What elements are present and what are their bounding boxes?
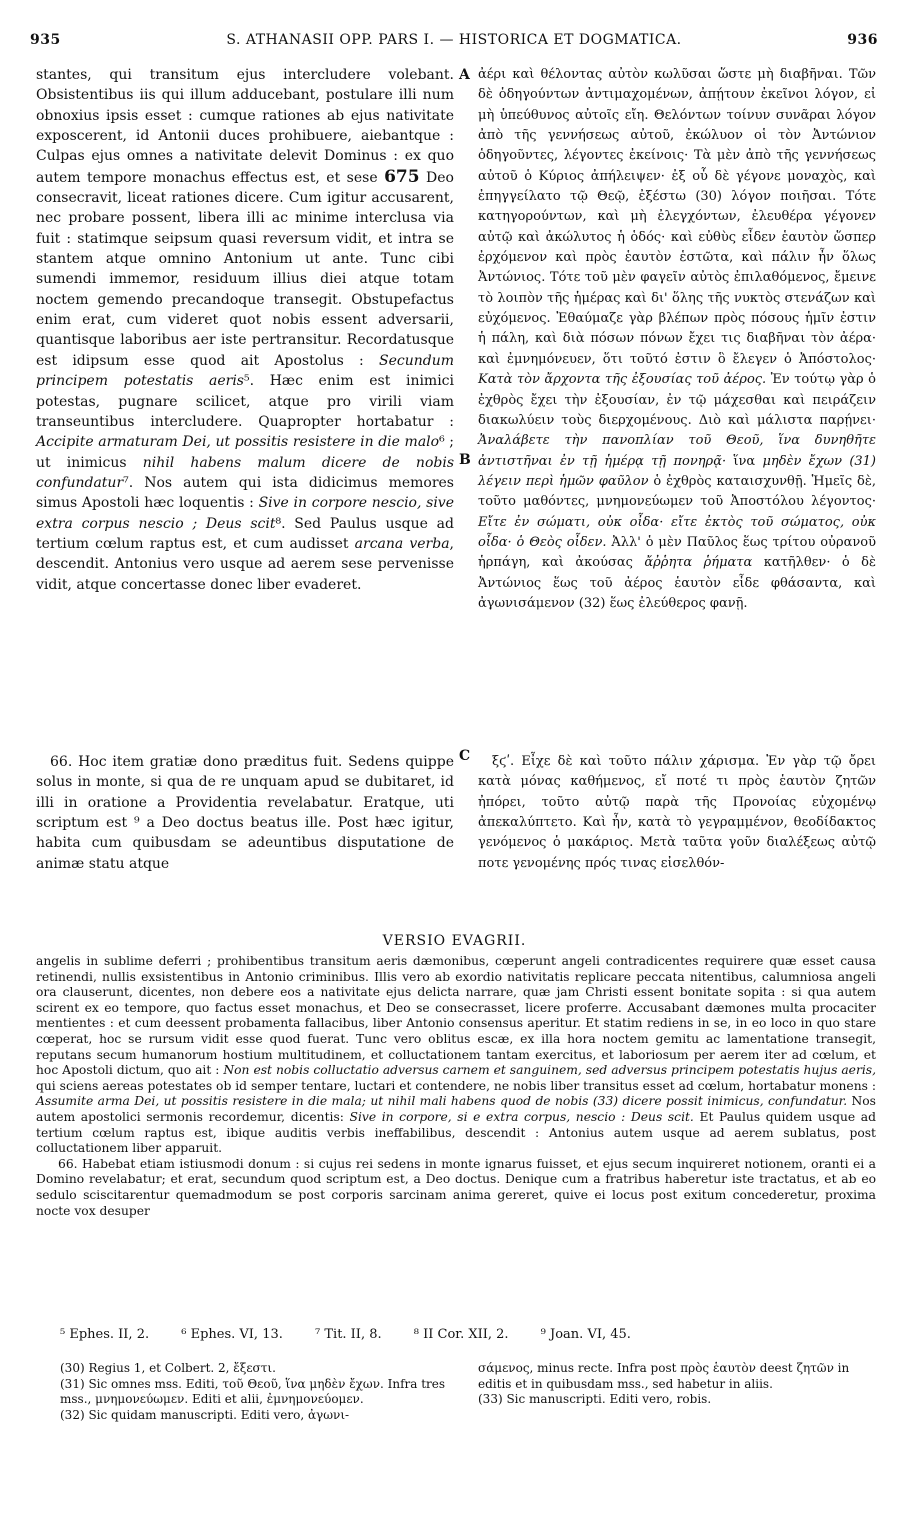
greek-column [478, 65, 876, 614]
footnotes-right [478, 1361, 876, 1408]
reference: ⁵ Ephes. II, 2. [60, 1327, 150, 1342]
page-number-right: 936 [847, 32, 878, 48]
footnotes-left [60, 1361, 448, 1423]
footnote: (31) Sic omnes mss. Editi, τοῦ Θεοῦ, ἵνα μηδὲν ἔχων. Infra tres mss., μνημονεύωμεν. Editi et alii, ἐμνημονεύομεν. [60, 1376, 446, 1407]
margin-letter-c: C [459, 748, 471, 764]
greek-section-66: ξϛʹ. Εἶχε δὲ καὶ τοῦτο πάλιν χάρισμα. Ἐν γὰρ τῷ ὄρει κατὰ μόνας καθήμενος, εἴ ποτέ τι πρὸς ἑαυτὸν ζητῶν ἠπόρει, τοῦτο αὐτῷ παρὰ τῆς Προνοίας εὐχομένῳ ἀπεκαλύπτετο. Καὶ ἦν, κατὰ τὸ γεγραμμένον, θεοδίδακτος γενόμενος ὁ μακάριος. Μετὰ ταῦτα γοῦν διαλέξεως αὐτῷ ποτε γενομένης πρός τινας εἰσελθόν- [478, 754, 876, 871]
margin-letter-b: B [459, 452, 471, 468]
version-title: VERSIO EVAGRII. [382, 933, 527, 949]
reference: ⁷ Tit. II, 8. [315, 1327, 382, 1342]
evagrius-paragraph-66: 66. Habebat etiam istiusmodi donum : si cujus rei sedens in monte ignarus fuisset, et ejus secum inquireret notionem, oranti ei a Domino revelabatur; et erat, secundum quod scriptum est, a Deo doctus. Denique cum a fratribus haberetur iste tractatus, et ab eo sedulo sciscitarentur quemadmodum se post corporis sarcinam anima gereret, quive ei locus post exitum concederetur, proxima nocte vox desuper [36, 1156, 876, 1218]
greek-paragraph: ἀέρι καὶ θέλοντας αὐτὸν κωλῦσαι ὥστε μὴ διαβῆναι. Τῶν δὲ ὁδηγούντων ἀντιμαχομένων, ἀπῄτουν ἐκεῖνοι λόγον, εἰ μὴ ὑπεύθυνος αὐτοῖς εἴη. Θελόντων τοίνυν συνᾶραι λόγον ἀπὸ τῆς γεννήσεως αὐτοῦ, ἐκώλυον οἱ τὸν Ἀντώνιον ὁδηγοῦντες, λέγοντες ἐκείνοις· Τὰ μὲν ἀπὸ τῆς γεννήσεως αὐτοῦ ὁ Κύριος ἀπήλειψεν· ἐξ οὗ δὲ γέγονε μοναχὸς, καὶ ἐπηγγείλατο τῷ Θεῷ, ἐξέστω (30) λόγον ποιῆσαι. Τότε κατηγορούντων, καὶ μὴ ἐλεγχόντων, ἐλευθέρα γέγονεν αὐτῷ καὶ ἀκώλυτος ἡ ὁδός· καὶ εὐθὺς εἶδεν ἑαυτὸν ὥσπερ ἐρχόμενον καὶ πρὸς ἑαυτὸν ἑστῶτα, καὶ πάλιν ἦν ὅλως Ἀντώνιος. Τότε τοῦ μὲν φαγεῖν αὐτὸς ἐπιλαθόμενος, ἔμεινε τὸ λοιπὸν τῆς ἡμέρας καὶ δι' ὅλης τῆς νυκτὸς στενάζων καὶ εὐχόμενος. Ἐθαύμαζε γὰρ βλέπων πρὸς πόσους ἡμῖν ἐστιν ἡ πάλη, καὶ διὰ πόσων πόνων ἔχει τις διαβῆναι τὸν ἀέρα· καὶ ἐμνημόνευεν, ὅτι τοῦτό ἐστιν ὃ ἔλεγεν ὁ Ἀπόστολος· Κατὰ τὸν ἄρχοντα τῆς ἐξουσίας τοῦ ἀέρος. Ἐν τούτῳ γὰρ ὁ ἐχθρὸς ἔχει τὴν ἐξουσίαν, ἐν τῷ μάχεσθαι καὶ πειράζειν διακωλύειν τοὺς διερχομένους. Διὸ καὶ μάλιστα παρῄνει· Ἀναλάβετε τὴν πανοπλίαν τοῦ Θεοῦ, ἵνα δυνηθῆτε ἀντιστῆναι ἐν τῇ ἡμέρᾳ τῇ πονηρᾷ· ἵνα μηδὲν ἔχων (31) λέγειν περὶ ἡμῶν φαῦλον ὁ ἐχθρὸς καταισχυνθῇ. Ἡμεῖς δὲ, τοῦτο μαθόντες, μνημονεύωμεν τοῦ Ἀποστόλου λέγοντος· Εἴτε ἐν σώματι, οὐκ οἶδα· εἴτε ἐκτὸς τοῦ σώματος, οὐκ οἶδα· ὁ Θεὸς οἶδεν. Ἀλλ' ὁ μὲν Παῦλος ἕως τρίτου οὐρανοῦ ἡρπάγη, καὶ ἀκούσας ἄῤῥητα ῥήματα κατῆλθεν· ὁ δὲ Ἀντώνιος ἕως τοῦ ἀέρος ἑαυτὸν εἶδε φθάσαντα, καὶ ἀγωνισάμενον (32) ἕως ἐλεύθερος φανῇ. [478, 67, 877, 611]
footnote: (32) Sic quidam manuscripti. Editi vero, ἀγωνι- [60, 1407, 350, 1422]
column-number: 675 [384, 166, 420, 187]
margin-letter-a: A [459, 67, 470, 83]
reference: ⁹ Joan. VI, 45. [540, 1327, 631, 1342]
footnote: (33) Sic manuscripti. Editi vero, robis. [478, 1392, 712, 1407]
running-header [30, 32, 878, 56]
running-title: S. ATHANASII OPP. PARS I. — HISTORICA ET DOGMATICA. [226, 32, 682, 48]
page-number-left: 935 [30, 32, 61, 48]
latin-column [36, 65, 454, 595]
evagrius-version [36, 954, 876, 1219]
footnote: (30) Regius 1, et Colbert. 2, ἔξεστι. [60, 1361, 276, 1375]
reference: ⁸ II Cor. XII, 2. [413, 1327, 509, 1342]
reference: ⁶ Ephes. VI, 13. [181, 1327, 283, 1342]
evagrius-paragraph-1: angelis in sublime deferri ; prohibentibus transitum aeris dæmonibus, cœperunt angeli contradicentes requirere quæ esset causa retinendi, nullis exsistentibus in Antonio criminibus. Illis vero ab exordio nativitatis replicare peccata nitentibus, calumniosa angeli ora clauserunt, dicentes, non debere eos a nativitate ejus delicta narrare, quæ jam Christi essent bonitate sopita : si qua autem scirent ex eo tempore, quo factus esset monachus, et Deo se consecrasset, licere proferre. Accusabant dæmones multa procaciter mentientes : et cum deessent probamenta fallacibus, liber Antonio consensus aperitur. Et statim rediens in se, in eo loco in quo stare cœperat, hoc se rursum vidit esse quod fuerat. Tunc vero oblitus escæ, ex illa hora noctem gemitu ac lamentatione transegit, reputans secum humanorum hostium multitudinem, et colluctationem tantam exercitus, et laboriosum per aerem iter ad cœlum, et hoc Apostoli dictum, quo ait : Non est nobis colluctatio adversus carnem et sanguinem, sed adversus principem potestatis hujus aeris, qui sciens aereas potestates ob id semper tentare, luctari et contendere, ne nobis liber transitus esset ad cœlum, hortabatur monens : Assumite arma Dei, ut possitis resistere in die mala; ut nihil mali habens quod de nobis (33) dicere possit inimicus, confundatur. Nos autem apostolici sermonis recordemur, dicentis: Sive in corpore, si e extra corpus, nescio : Deus scit. Et Paulus quidem usque ad tertium cœlum raptus est, ibique auditis verbis ineffabilibus, descendit : Antonius autem usque ad aerem sublatus, post colluctationem liber apparuit. [36, 954, 876, 1156]
footnote: σάμενος, minus recte. Infra post πρὸς ἑαυτὸν deest ζητῶν in editis et in quibusdam mss., sed habetur in aliis. [478, 1361, 850, 1391]
latin-section-66: 66. Hoc item gratiæ dono præditus fuit. Sedens quippe solus in monte, si qua de re unquam apud se dubitaret, id illi in oratione a Providentia revelabatur. Eratque, uti scriptum est ⁹ a Deo doctus beatus ille. Post hæc igitur, habita cum quibusdam se adeuntibus disputatione de animæ statu atque [36, 754, 454, 872]
latin-paragraph: stantes, qui transitum ejus intercludere volebant. Obsistentibus iis qui illum adducebant, postulare illi num obnoxius ipsis esset : cumque rationes ab ejus nativitate exposcerent, id Antonii duces prohibuere, aiebantque : Culpas ejus omnes a nativitate delevit Dominus : ex quo autem tempore monachus effectus est, et sese 675 Deo consecravit, liceat rationes dicere. Cum igitur accusarent, nec probare possent, libera illi ac minime interclusa via fuit : statimque seipsum quasi reversum vidit, et intra se stantem atque omnino Antonium ut ante. Tunc cibi sumendi immemor, residuum illius diei atque totam noctem gemendo precandoque transegit. Obstupefactus enim erat, cum videret quot nobis essent adversarii, quantisque laboribus aer iste pertransitur. Recordatusque est idipsum esse quod ait Apostolus : Secundum principem potestatis aeris⁵. Hæc enim est inimici potestas, pugnare scilicet, atque pro virili viam transeuntibus intercludere. Quapropter hortabatur : Accipite armaturam Dei, ut possitis resistere in die malo⁶ ; ut inimicus nihil habens malum dicere de nobis confundatur⁷. Nos autem qui ista didicimus memores simus Apostoli hæc loquentis : Sive in corpore nescio, sive extra corpus nescio ; Deus scit⁸. Sed Paulus usque ad tertium cœlum raptus est, et cum audisset arcana verba, descendit. Antonius vero usque ad aerem sese pervenisse vidit, atque concertasse donec liber evaderet. [36, 67, 455, 593]
scripture-references [60, 1327, 860, 1342]
